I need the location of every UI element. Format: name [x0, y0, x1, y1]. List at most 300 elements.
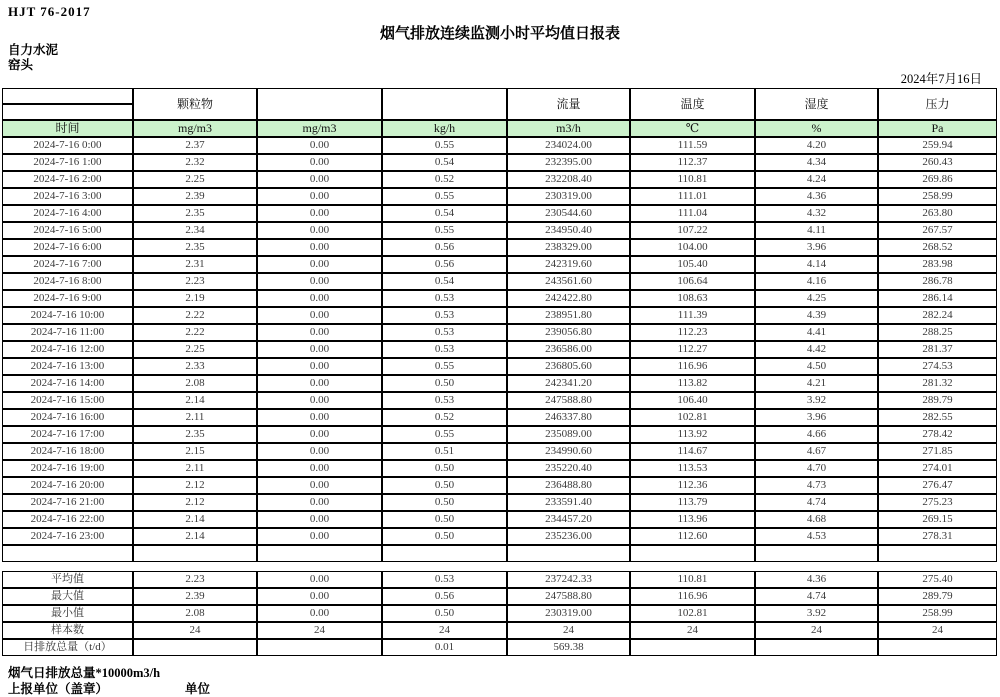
time-cell: 2024-7-16 0:00 [2, 137, 133, 154]
value-cell: 235089.00 [507, 426, 630, 443]
value-cell: 110.81 [630, 171, 755, 188]
value-cell: 0.54 [382, 154, 507, 171]
unit-cell: mg/m3 [257, 120, 382, 137]
summary-value-cell [133, 639, 257, 656]
table-row [2, 341, 997, 358]
empty-cell [133, 545, 257, 562]
value-cell: 242341.20 [507, 375, 630, 392]
value-cell: 0.00 [257, 460, 382, 477]
value-cell: 0.50 [382, 494, 507, 511]
value-cell: 0.00 [257, 324, 382, 341]
value-cell: 0.00 [257, 375, 382, 392]
company-name: 自力水泥 [8, 43, 59, 57]
value-cell: 0.53 [382, 341, 507, 358]
value-cell: 3.96 [755, 409, 878, 426]
empty-group-header [257, 88, 382, 120]
value-cell: 4.14 [755, 256, 878, 273]
value-cell: 269.15 [878, 511, 997, 528]
summary-value-cell [878, 639, 997, 656]
value-cell: 268.52 [878, 239, 997, 256]
value-cell: 2.22 [133, 307, 257, 324]
table-row [2, 307, 997, 324]
time-cell: 2024-7-16 1:00 [2, 154, 133, 171]
value-cell: 0.00 [257, 154, 382, 171]
value-cell: 0.00 [257, 137, 382, 154]
table-row [2, 511, 997, 528]
value-cell: 2.33 [133, 358, 257, 375]
table-row [2, 528, 997, 545]
hourly-table [2, 88, 997, 562]
value-cell: 2.34 [133, 222, 257, 239]
table-row [2, 171, 997, 188]
value-cell: 276.47 [878, 477, 997, 494]
value-cell: 0.00 [257, 341, 382, 358]
summary-row [2, 605, 997, 622]
footer-note: 烟气日排放总量*10000m3/h [8, 666, 161, 680]
summary-value-cell: 2.23 [133, 571, 257, 588]
value-cell: 4.39 [755, 307, 878, 324]
summary-value-cell: 24 [257, 622, 382, 639]
value-cell: 2.35 [133, 205, 257, 222]
time-cell: 2024-7-16 23:00 [2, 528, 133, 545]
value-cell: 4.73 [755, 477, 878, 494]
table-row [2, 358, 997, 375]
value-cell: 259.94 [878, 137, 997, 154]
value-cell: 113.53 [630, 460, 755, 477]
time-cell: 2024-7-16 18:00 [2, 443, 133, 460]
empty-cell [257, 545, 382, 562]
value-cell: 2.25 [133, 171, 257, 188]
value-cell: 4.21 [755, 375, 878, 392]
value-cell: 2.39 [133, 188, 257, 205]
value-cell: 0.00 [257, 188, 382, 205]
unit-cell: Pa [878, 120, 997, 137]
value-cell: 0.50 [382, 528, 507, 545]
flow-group-header: 流量 [507, 88, 630, 120]
summary-value-cell: 230319.00 [507, 605, 630, 622]
value-cell: 0.53 [382, 324, 507, 341]
value-cell: 4.36 [755, 188, 878, 205]
summary-value-cell: 24 [878, 622, 997, 639]
value-cell: 0.00 [257, 511, 382, 528]
value-cell: 232395.00 [507, 154, 630, 171]
time-cell: 2024-7-16 11:00 [2, 324, 133, 341]
time-cell: 2024-7-16 17:00 [2, 426, 133, 443]
value-cell: 2.25 [133, 341, 257, 358]
summary-value-cell [257, 639, 382, 656]
value-cell: 2.15 [133, 443, 257, 460]
value-cell: 236805.60 [507, 358, 630, 375]
value-cell: 2.14 [133, 392, 257, 409]
value-cell: 0.00 [257, 528, 382, 545]
value-cell: 263.80 [878, 205, 997, 222]
value-cell: 282.24 [878, 307, 997, 324]
value-cell: 243561.60 [507, 273, 630, 290]
value-cell: 274.53 [878, 358, 997, 375]
table-row [2, 494, 997, 511]
value-cell: 2.23 [133, 273, 257, 290]
report-date: 2024年7月16日 [900, 72, 982, 86]
value-cell: 112.27 [630, 341, 755, 358]
time-cell: 2024-7-16 14:00 [2, 375, 133, 392]
unit-cell: mg/m3 [133, 120, 257, 137]
table-row [2, 205, 997, 222]
value-cell: 236488.80 [507, 477, 630, 494]
summary-row [2, 571, 997, 588]
value-cell: 0.00 [257, 392, 382, 409]
table-row [2, 460, 997, 477]
summary-value-cell: 110.81 [630, 571, 755, 588]
value-cell: 0.50 [382, 460, 507, 477]
unit-label: 单位 [185, 682, 211, 696]
table-row [2, 154, 997, 171]
value-cell: 3.96 [755, 239, 878, 256]
value-cell: 0.56 [382, 256, 507, 273]
pressure-group-header: 压力 [878, 88, 997, 120]
value-cell: 238329.00 [507, 239, 630, 256]
value-cell: 235236.00 [507, 528, 630, 545]
page-title: 烟气排放连续监测小时平均值日报表 [379, 26, 620, 42]
summary-label: 日排放总量（t/d） [2, 639, 133, 656]
value-cell: 269.86 [878, 171, 997, 188]
value-cell: 281.37 [878, 341, 997, 358]
summary-label: 最大值 [2, 588, 133, 605]
value-cell: 286.78 [878, 273, 997, 290]
summary-value-cell: 569.38 [507, 639, 630, 656]
value-cell: 111.59 [630, 137, 755, 154]
time-cell: 2024-7-16 7:00 [2, 256, 133, 273]
value-cell: 234990.60 [507, 443, 630, 460]
unit-cell: ℃ [630, 120, 755, 137]
value-cell: 111.39 [630, 307, 755, 324]
value-cell: 258.99 [878, 188, 997, 205]
value-cell: 0.56 [382, 239, 507, 256]
empty-cell [630, 545, 755, 562]
value-cell: 0.00 [257, 358, 382, 375]
value-cell: 4.66 [755, 426, 878, 443]
summary-value-cell: 0.56 [382, 588, 507, 605]
summary-label: 最小值 [2, 605, 133, 622]
temperature-group-header: 温度 [630, 88, 755, 120]
value-cell: 267.57 [878, 222, 997, 239]
value-cell: 4.53 [755, 528, 878, 545]
empty-cell [755, 545, 878, 562]
value-cell: 2.12 [133, 477, 257, 494]
value-cell: 0.00 [257, 171, 382, 188]
value-cell: 0.53 [382, 307, 507, 324]
table-row [2, 409, 997, 426]
hourly-rows [2, 137, 997, 562]
summary-rows [2, 571, 997, 656]
value-cell: 247588.80 [507, 392, 630, 409]
value-cell: 234024.00 [507, 137, 630, 154]
time-cell: 2024-7-16 13:00 [2, 358, 133, 375]
value-cell: 114.67 [630, 443, 755, 460]
summary-value-cell: 24 [630, 622, 755, 639]
time-cell: 2024-7-16 21:00 [2, 494, 133, 511]
value-cell: 105.40 [630, 256, 755, 273]
time-cell: 2024-7-16 15:00 [2, 392, 133, 409]
value-cell: 4.67 [755, 443, 878, 460]
summary-value-cell: 0.00 [257, 605, 382, 622]
summary-value-cell: 0.00 [257, 571, 382, 588]
value-cell: 4.34 [755, 154, 878, 171]
value-cell: 106.64 [630, 273, 755, 290]
value-cell: 113.79 [630, 494, 755, 511]
summary-value-cell [755, 639, 878, 656]
value-cell: 235220.40 [507, 460, 630, 477]
summary-value-cell: 0.00 [257, 588, 382, 605]
empty-cell [507, 545, 630, 562]
value-cell: 2.14 [133, 528, 257, 545]
summary-value-cell: 24 [755, 622, 878, 639]
empty-header-cell [2, 88, 133, 104]
summary-value-cell: 275.40 [878, 571, 997, 588]
value-cell: 112.36 [630, 477, 755, 494]
summary-value-cell: 24 [382, 622, 507, 639]
value-cell: 4.24 [755, 171, 878, 188]
value-cell: 0.00 [257, 290, 382, 307]
value-cell: 236586.00 [507, 341, 630, 358]
value-cell: 112.23 [630, 324, 755, 341]
value-cell: 232208.40 [507, 171, 630, 188]
value-cell: 104.00 [630, 239, 755, 256]
group-header-row [2, 88, 997, 104]
value-cell: 288.25 [878, 324, 997, 341]
value-cell: 0.54 [382, 273, 507, 290]
table-row [2, 443, 997, 460]
unit-cell: m3/h [507, 120, 630, 137]
value-cell: 2.32 [133, 154, 257, 171]
table-row [2, 273, 997, 290]
summary-value-cell: 0.50 [382, 605, 507, 622]
value-cell: 0.51 [382, 443, 507, 460]
time-column-header: 时间 [2, 120, 133, 137]
time-cell: 2024-7-16 16:00 [2, 409, 133, 426]
value-cell: 0.50 [382, 477, 507, 494]
summary-value-cell: 237242.33 [507, 571, 630, 588]
monitor-point: 窑头 [8, 58, 34, 72]
value-cell: 0.54 [382, 205, 507, 222]
value-cell: 4.70 [755, 460, 878, 477]
value-cell: 0.50 [382, 375, 507, 392]
value-cell: 4.42 [755, 341, 878, 358]
table-row [2, 375, 997, 392]
value-cell: 242319.60 [507, 256, 630, 273]
time-cell: 2024-7-16 4:00 [2, 205, 133, 222]
value-cell: 283.98 [878, 256, 997, 273]
table-row [2, 290, 997, 307]
value-cell: 4.11 [755, 222, 878, 239]
summary-value-cell: 24 [507, 622, 630, 639]
unit-row [2, 120, 997, 137]
value-cell: 0.00 [257, 494, 382, 511]
humidity-group-header: 湿度 [755, 88, 878, 120]
value-cell: 275.23 [878, 494, 997, 511]
table-row [2, 392, 997, 409]
value-cell: 0.53 [382, 290, 507, 307]
value-cell: 2.11 [133, 460, 257, 477]
value-cell: 111.04 [630, 205, 755, 222]
summary-value-cell: 0.53 [382, 571, 507, 588]
value-cell: 4.25 [755, 290, 878, 307]
value-cell: 260.43 [878, 154, 997, 171]
value-cell: 274.01 [878, 460, 997, 477]
value-cell: 108.63 [630, 290, 755, 307]
value-cell: 0.53 [382, 392, 507, 409]
value-cell: 289.79 [878, 392, 997, 409]
pm-group-header: 颗粒物 [133, 88, 257, 120]
value-cell: 2.19 [133, 290, 257, 307]
summary-row [2, 588, 997, 605]
value-cell: 113.92 [630, 426, 755, 443]
summary-row [2, 622, 997, 639]
report-unit-label: 上报单位（盖章） [8, 682, 109, 696]
value-cell: 4.68 [755, 511, 878, 528]
summary-value-cell: 4.74 [755, 588, 878, 605]
value-cell: 0.00 [257, 273, 382, 290]
summary-value-cell: 2.39 [133, 588, 257, 605]
time-cell: 2024-7-16 10:00 [2, 307, 133, 324]
value-cell: 102.81 [630, 409, 755, 426]
summary-label: 平均值 [2, 571, 133, 588]
value-cell: 113.82 [630, 375, 755, 392]
table-row [2, 239, 997, 256]
summary-value-cell: 102.81 [630, 605, 755, 622]
empty-header-cell [2, 104, 133, 120]
summary-value-cell: 247588.80 [507, 588, 630, 605]
value-cell: 4.16 [755, 273, 878, 290]
time-cell: 2024-7-16 8:00 [2, 273, 133, 290]
value-cell: 0.55 [382, 137, 507, 154]
report-table-wrapper [2, 88, 997, 656]
value-cell: 4.50 [755, 358, 878, 375]
value-cell: 0.50 [382, 511, 507, 528]
time-cell: 2024-7-16 20:00 [2, 477, 133, 494]
value-cell: 234457.20 [507, 511, 630, 528]
value-cell: 2.35 [133, 426, 257, 443]
value-cell: 271.85 [878, 443, 997, 460]
value-cell: 112.60 [630, 528, 755, 545]
summary-value-cell: 116.96 [630, 588, 755, 605]
value-cell: 0.00 [257, 239, 382, 256]
value-cell: 0.55 [382, 358, 507, 375]
value-cell: 230544.60 [507, 205, 630, 222]
value-cell: 2.22 [133, 324, 257, 341]
value-cell: 0.00 [257, 307, 382, 324]
summary-value-cell [630, 639, 755, 656]
time-cell: 2024-7-16 5:00 [2, 222, 133, 239]
empty-cell [2, 545, 133, 562]
value-cell: 238951.80 [507, 307, 630, 324]
time-cell: 2024-7-16 3:00 [2, 188, 133, 205]
table-row [2, 256, 997, 273]
summary-table [2, 571, 997, 656]
value-cell: 246337.80 [507, 409, 630, 426]
value-cell: 2.12 [133, 494, 257, 511]
value-cell: 0.00 [257, 409, 382, 426]
value-cell: 282.55 [878, 409, 997, 426]
table-row [2, 137, 997, 154]
value-cell: 0.52 [382, 171, 507, 188]
value-cell: 116.96 [630, 358, 755, 375]
value-cell: 2.14 [133, 511, 257, 528]
time-cell: 2024-7-16 6:00 [2, 239, 133, 256]
summary-value-cell: 3.92 [755, 605, 878, 622]
table-row [2, 222, 997, 239]
value-cell: 0.00 [257, 205, 382, 222]
value-cell: 278.31 [878, 528, 997, 545]
value-cell: 107.22 [630, 222, 755, 239]
summary-value-cell: 0.01 [382, 639, 507, 656]
value-cell: 0.55 [382, 426, 507, 443]
time-cell: 2024-7-16 9:00 [2, 290, 133, 307]
empty-row [2, 545, 997, 562]
unit-cell: % [755, 120, 878, 137]
value-cell: 4.20 [755, 137, 878, 154]
value-cell: 2.31 [133, 256, 257, 273]
value-cell: 234950.40 [507, 222, 630, 239]
time-cell: 2024-7-16 12:00 [2, 341, 133, 358]
value-cell: 4.41 [755, 324, 878, 341]
value-cell: 113.96 [630, 511, 755, 528]
value-cell: 0.00 [257, 426, 382, 443]
value-cell: 3.92 [755, 392, 878, 409]
summary-value-cell: 289.79 [878, 588, 997, 605]
value-cell: 106.40 [630, 392, 755, 409]
summary-value-cell: 2.08 [133, 605, 257, 622]
time-cell: 2024-7-16 2:00 [2, 171, 133, 188]
value-cell: 0.00 [257, 443, 382, 460]
time-cell: 2024-7-16 22:00 [2, 511, 133, 528]
summary-label: 样本数 [2, 622, 133, 639]
value-cell: 0.00 [257, 477, 382, 494]
table-row [2, 188, 997, 205]
value-cell: 286.14 [878, 290, 997, 307]
value-cell: 112.37 [630, 154, 755, 171]
value-cell: 0.00 [257, 222, 382, 239]
value-cell: 278.42 [878, 426, 997, 443]
value-cell: 2.35 [133, 239, 257, 256]
value-cell: 0.55 [382, 222, 507, 239]
value-cell: 111.01 [630, 188, 755, 205]
value-cell: 2.37 [133, 137, 257, 154]
value-cell: 0.52 [382, 409, 507, 426]
unit-cell: kg/h [382, 120, 507, 137]
time-cell: 2024-7-16 19:00 [2, 460, 133, 477]
value-cell: 233591.40 [507, 494, 630, 511]
value-cell: 239056.80 [507, 324, 630, 341]
value-cell: 0.00 [257, 256, 382, 273]
value-cell: 0.55 [382, 188, 507, 205]
value-cell: 2.08 [133, 375, 257, 392]
table-row [2, 324, 997, 341]
summary-value-cell: 24 [133, 622, 257, 639]
empty-group-header [382, 88, 507, 120]
doc-code: HJT 76-2017 [8, 4, 91, 19]
value-cell: 4.32 [755, 205, 878, 222]
value-cell: 230319.00 [507, 188, 630, 205]
table-row [2, 477, 997, 494]
empty-cell [878, 545, 997, 562]
summary-value-cell: 258.99 [878, 605, 997, 622]
table-row [2, 426, 997, 443]
summary-value-cell: 4.36 [755, 571, 878, 588]
summary-row [2, 639, 997, 656]
value-cell: 242422.80 [507, 290, 630, 307]
value-cell: 4.74 [755, 494, 878, 511]
value-cell: 2.11 [133, 409, 257, 426]
